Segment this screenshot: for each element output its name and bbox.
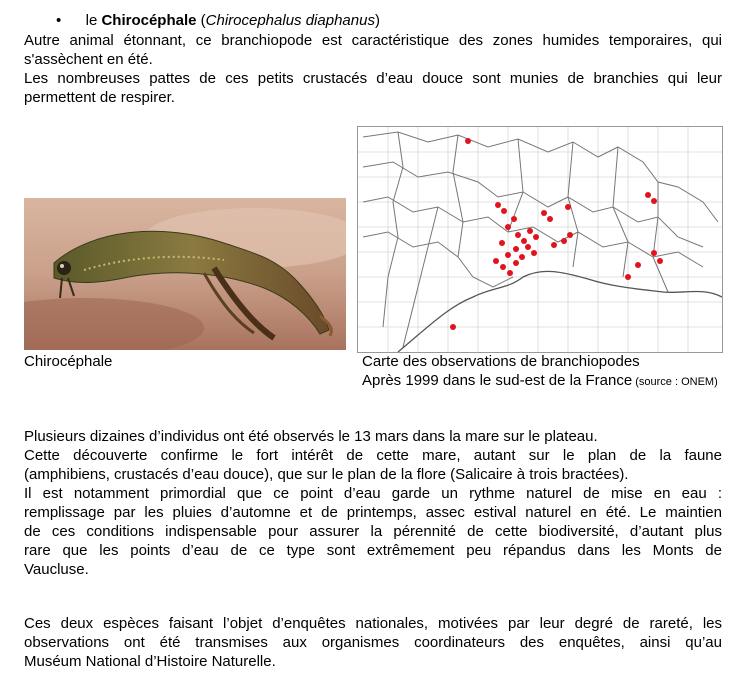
- species-name: Chirocéphale: [101, 12, 197, 29]
- body-p3-line-3: de ces conditions indispensable pour assurer la pérennité de cette biodiversité, d’autant plus: [24, 523, 722, 540]
- photo-caption: Chirocéphale: [24, 353, 113, 370]
- body-p2-line-2: (amphibiens, crustacés d’eau douce), que sur le plan de la flore (Salicaire à trois bractées).: [24, 466, 629, 483]
- body-p3-line-5: Vaucluse.: [24, 561, 89, 578]
- bullet: •: [56, 12, 62, 29]
- intro-line-1: Autre animal étonnant, ce branchiopode est caractéristique des zones humides temporaires, qui: [24, 32, 722, 49]
- species-article: le: [85, 12, 102, 29]
- map-caption-line-1: Carte des observations de branchiopodes: [362, 353, 640, 370]
- map-caption-text: Après 1999 dans le sud-est de la France: [362, 372, 633, 389]
- body-p2-line-1: Cette découverte confirme le fort intérêt de cette mare, autant sur le plan de la faune: [24, 447, 722, 464]
- intro-line-4: permettent de respirer.: [24, 89, 175, 106]
- observations-map: [357, 126, 723, 353]
- body-p4-line-2: observations ont été transmises aux organismes coordinateurs des enquêtes, ainsi qu’au: [24, 634, 722, 651]
- body-p4-line-3: Muséum National d’Histoire Naturelle.: [24, 653, 276, 670]
- map-caption-line-2: [362, 371, 718, 392]
- intro-line-2: s'assèchent en été.: [24, 51, 153, 68]
- body-paragraph-1: Plusieurs dizaines d’individus ont été observés le 13 mars dans la mare sur le plateau.: [24, 428, 598, 445]
- body-p3-line-4: rare que les points d’eau de ce type sont extrêmement peu répandus dans les Monts de: [24, 542, 722, 559]
- body-p4-line-1: Ces deux espèces faisant l’objet d’enquêtes nationales, motivées par leur degré de rareté, les: [24, 615, 722, 632]
- map-source: (source : ONEM): [632, 376, 718, 388]
- intro-line-3: Les nombreuses pattes de ces petits crustacés d’eau douce sont munies de branchies qui leur: [24, 70, 722, 87]
- latin-open: (: [196, 12, 206, 29]
- latin-close: ): [374, 12, 380, 29]
- body-p3-line-1: Il est notamment primordial que ce point d’eau garde un rythme naturel de mise en eau :: [24, 485, 722, 502]
- body-p3-line-2: remplissage par les pluies d’automne et de printemps, assec estival naturel en été. Le maintien: [24, 504, 722, 521]
- species-heading: [56, 11, 380, 30]
- species-latin-name: Chirocephalus diaphanus: [205, 12, 375, 29]
- chirocephale-photo: [24, 198, 346, 350]
